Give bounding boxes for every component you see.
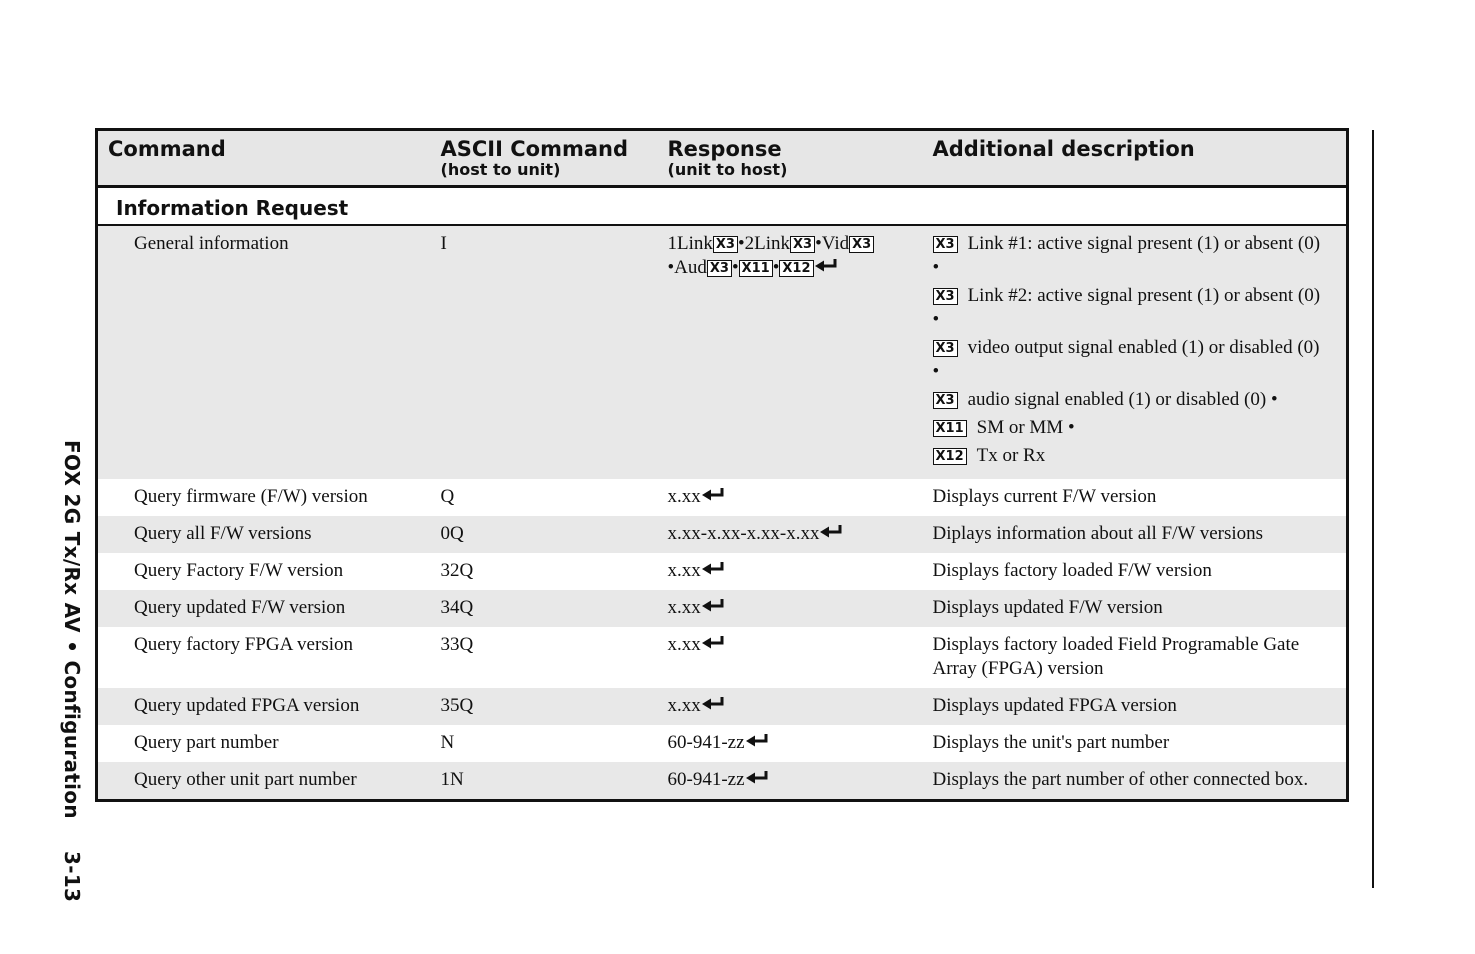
- variable-box: X11: [739, 260, 773, 277]
- variable-box: X3: [713, 236, 738, 253]
- command-cell: Query other unit part number: [97, 762, 441, 801]
- ascii-cell: 1N: [441, 762, 668, 801]
- ascii-cell: I: [441, 225, 668, 479]
- table-row: [97, 725, 1348, 762]
- description-cell: Displays updated F/W version: [933, 590, 1348, 627]
- response-cell: x.xx: [668, 590, 933, 627]
- table-row: [97, 688, 1348, 725]
- variable-box: X12: [779, 260, 813, 277]
- page-edge-rule: [1372, 130, 1374, 888]
- header-response: Response (unit to host): [668, 130, 933, 187]
- return-arrow-icon: [746, 771, 769, 784]
- section-title: Information Request: [97, 186, 1348, 225]
- description-cell: Displays current F/W version: [933, 479, 1348, 516]
- variable-box: X12: [933, 448, 967, 465]
- table-row: [97, 762, 1348, 801]
- return-arrow-icon: [820, 525, 843, 538]
- description-cell: Displays updated FPGA version: [933, 688, 1348, 725]
- manual-title: FOX 2G Tx/Rx AV • Configuration: [60, 440, 84, 819]
- table-row: [97, 627, 1348, 688]
- description-line: X12 Tx or Rx: [933, 444, 1329, 468]
- table-row: [97, 479, 1348, 516]
- description-cell: Diplays information about all F/W versions: [933, 516, 1348, 553]
- command-cell: Query factory FPGA version: [97, 627, 441, 688]
- table-row: [97, 225, 1348, 479]
- response-cell: x.xx: [668, 627, 933, 688]
- return-arrow-icon: [702, 488, 725, 501]
- ascii-cell: 34Q: [441, 590, 668, 627]
- table-row: [97, 553, 1348, 590]
- header-command: Command: [97, 130, 441, 187]
- description-cell: Displays factory loaded F/W version: [933, 553, 1348, 590]
- ascii-cell: 0Q: [441, 516, 668, 553]
- variable-box: X11: [933, 420, 967, 437]
- table-header-row: [97, 130, 1348, 187]
- command-cell: Query all F/W versions: [97, 516, 441, 553]
- page-number: 3-13: [60, 850, 84, 903]
- description-line: X3 audio signal enabled (1) or disabled (0) •: [933, 388, 1329, 412]
- variable-box: X3: [790, 236, 815, 253]
- section-row: [97, 186, 1348, 225]
- description-line: X3 video output signal enabled (1) or disabled (0) •: [932, 336, 1320, 382]
- variable-box: X3: [933, 236, 958, 253]
- running-footer: [62, 440, 82, 902]
- variable-box: X3: [707, 260, 732, 277]
- command-table: [95, 128, 1349, 802]
- return-arrow-icon: [746, 734, 769, 747]
- return-arrow-icon: [702, 562, 725, 575]
- response-cell: 60-941-zz: [668, 725, 933, 762]
- command-cell: Query part number: [97, 725, 441, 762]
- table-row: [97, 590, 1348, 627]
- description-cell: Displays factory loaded Field Programable Gate Array (FPGA) version: [933, 627, 1348, 688]
- command-cell: Query Factory F/W version: [97, 553, 441, 590]
- response-cell: x.xx: [668, 479, 933, 516]
- description-line: X3 Link #1: active signal present (1) or absent (0) •: [932, 232, 1321, 278]
- header-ascii: ASCII Command (host to unit): [441, 130, 668, 187]
- command-cell: General information: [97, 225, 441, 479]
- table-row: [97, 516, 1348, 553]
- ascii-cell: 32Q: [441, 553, 668, 590]
- description-cell: Displays the part number of other connected box.: [933, 762, 1348, 801]
- response-cell: 60-941-zz: [668, 762, 933, 801]
- ascii-cell: 33Q: [441, 627, 668, 688]
- ascii-cell: Q: [441, 479, 668, 516]
- variable-box: X3: [849, 236, 874, 253]
- return-arrow-icon: [702, 599, 725, 612]
- description-line: X3 Link #2: active signal present (1) or absent (0) •: [932, 284, 1321, 330]
- response-cell: x.xx: [668, 553, 933, 590]
- ascii-cell: N: [441, 725, 668, 762]
- return-arrow-icon: [815, 259, 838, 272]
- variable-box: X3: [933, 288, 958, 305]
- response-cell: x.xx-x.xx-x.xx-x.xx: [668, 516, 933, 553]
- description-cell: Displays the unit's part number: [933, 725, 1348, 762]
- description-line: X11 SM or MM •: [933, 416, 1329, 440]
- command-cell: Query updated F/W version: [97, 590, 441, 627]
- variable-box: X3: [933, 392, 958, 409]
- response-cell: x.xx: [668, 688, 933, 725]
- response-cell: 1Link X3 •2Link X3 •Vid X3 •Aud X3 • X11 • X12: [668, 225, 933, 479]
- return-arrow-icon: [702, 636, 725, 649]
- ascii-cell: 35Q: [441, 688, 668, 725]
- return-arrow-icon: [702, 697, 725, 710]
- command-cell: Query firmware (F/W) version: [97, 479, 441, 516]
- description-cell: [933, 225, 1348, 479]
- command-cell: Query updated FPGA version: [97, 688, 441, 725]
- header-description: Additional description: [933, 130, 1348, 187]
- variable-box: X3: [933, 340, 958, 357]
